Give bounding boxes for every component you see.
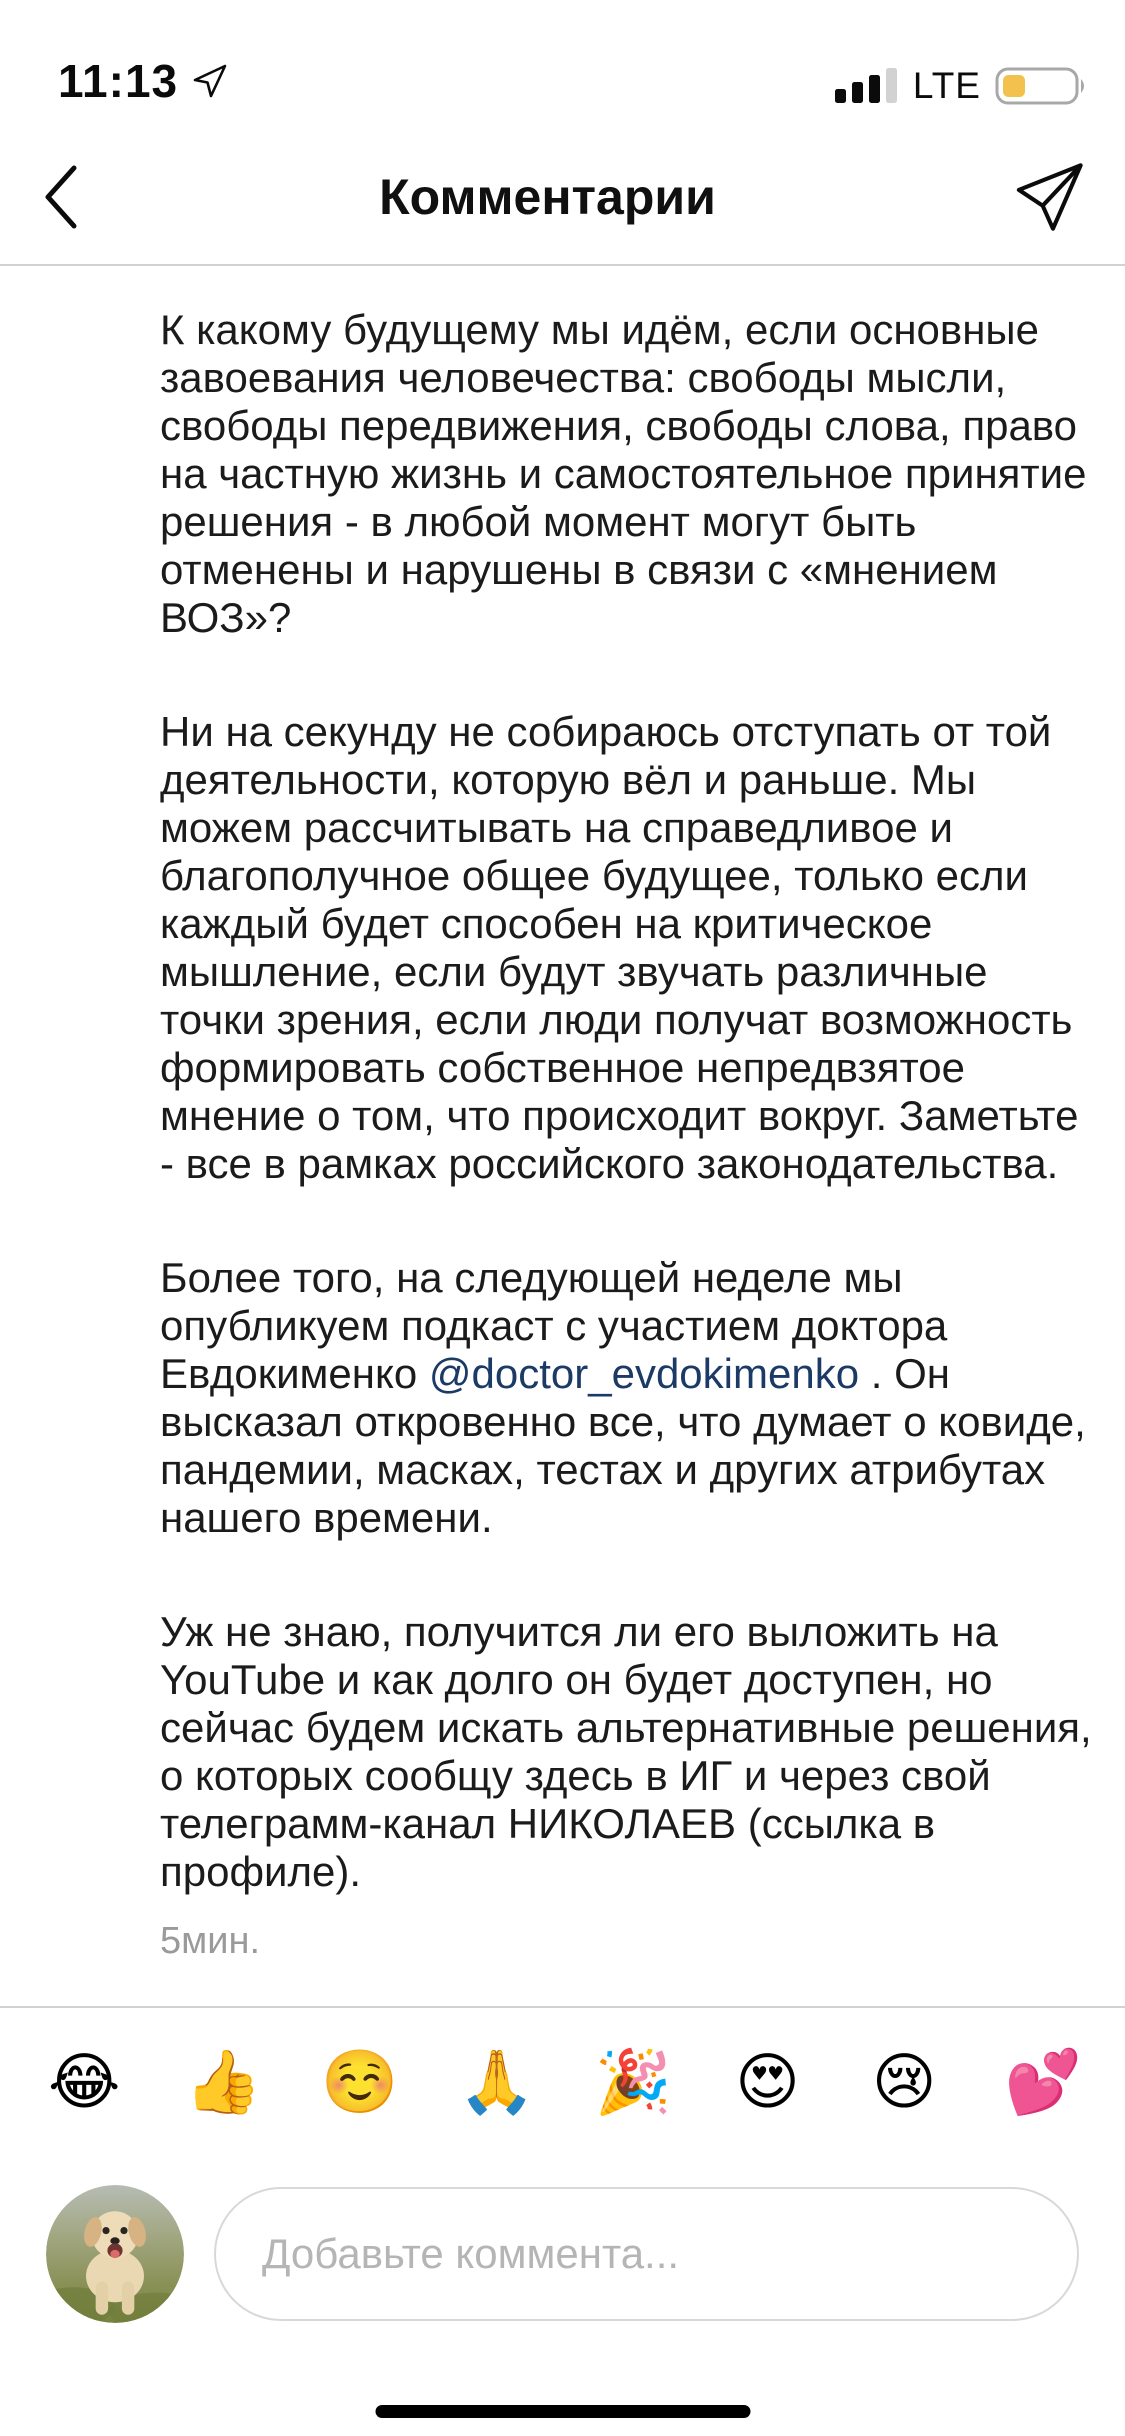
mention-link[interactable]: @doctor_evdokimenko [428, 1350, 860, 1397]
comment-text: Более того, на следующей неделе мы опубликуем подкаст с участием доктора Евдокименко [160, 1254, 948, 1397]
paper-plane-icon [1011, 159, 1087, 235]
comment-composer [0, 2156, 1125, 2352]
emoji-heart-eyes-button[interactable]: 😍 [732, 2051, 804, 2113]
emoji-thumbs-up-button[interactable]: 👍 [184, 2045, 262, 2118]
emoji-two-hearts-button[interactable]: 💕 [1004, 2045, 1083, 2118]
page-title: Комментарии [379, 169, 716, 225]
clock-time: 11:13 [58, 55, 179, 107]
comment-body [0, 266, 1125, 2006]
emoji-smiling-button[interactable]: ☺️ [321, 2045, 399, 2118]
emoji-quick-bar [0, 2006, 1125, 2156]
comment-input[interactable] [262, 2230, 1031, 2278]
status-bar [0, 0, 1125, 130]
back-button[interactable] [38, 162, 84, 232]
status-left [58, 54, 228, 108]
comment-paragraph: К какому будущему мы идём, если основные завоевания человечества: свободы мысли, свободы передвижения, свободы слова, право на частную жизнь и самостоятельное принятие решения - в любой момент могут быть отменены и нарушены в связи с «мнением ВОЗ»? [160, 306, 1087, 641]
comment-paragraph: Ни на секунду не собираюсь отступать от той деятельности, которую вёл и раньше. Мы можем рассчитывать на справедливое и благополучное общее будущее, только если каждый будет способен на критическое мышление, если будут звучать различные точки зрения, если люди получат возможность формировать собственное непредвзятое мнение о том, что происходит вокруг. Заметьте - все в рамках российского законодательства. [160, 708, 1079, 1187]
share-button[interactable] [1011, 159, 1087, 235]
bottom-safe-area [0, 2352, 1125, 2436]
comment-timestamp: 5мин. [160, 1920, 261, 1962]
emoji-folded-hands-button[interactable]: 🙏 [458, 2045, 536, 2118]
comment-input-pill[interactable] [214, 2187, 1079, 2321]
nav-bar [0, 130, 1125, 266]
emoji-laughing-button[interactable]: 😂 [48, 2045, 121, 2118]
comment-text: . Он высказал откровенно все, что думает о ковиде, пандемии, масках, тестах и других атрибутах нашего времени. [160, 1350, 1086, 1541]
puppy-avatar-image [46, 2185, 184, 2323]
user-avatar [46, 2185, 184, 2323]
comment-paragraph: Уж не знаю, получится ли его выложить на YouTube и как долго он будет доступен, но сейчас будем искать альтернативные решения, о которых сообщу здесь в ИГ и через свой телеграмм-канал НИКОЛАЕВ (ссылка в профиле). [160, 1608, 1092, 1895]
home-indicator[interactable] [375, 2405, 750, 2418]
chevron-left-icon [38, 162, 84, 232]
cellular-signal-icon [835, 67, 899, 105]
status-right [835, 64, 1089, 108]
comment-paragraph [160, 1254, 1095, 1542]
network-type-label: LTE [912, 65, 981, 106]
emoji-crying-button[interactable]: 😢 [868, 2051, 940, 2113]
battery-icon [995, 64, 1089, 108]
location-arrow-icon [192, 63, 228, 99]
emoji-party-popper-button[interactable]: 🎉 [594, 2045, 673, 2118]
